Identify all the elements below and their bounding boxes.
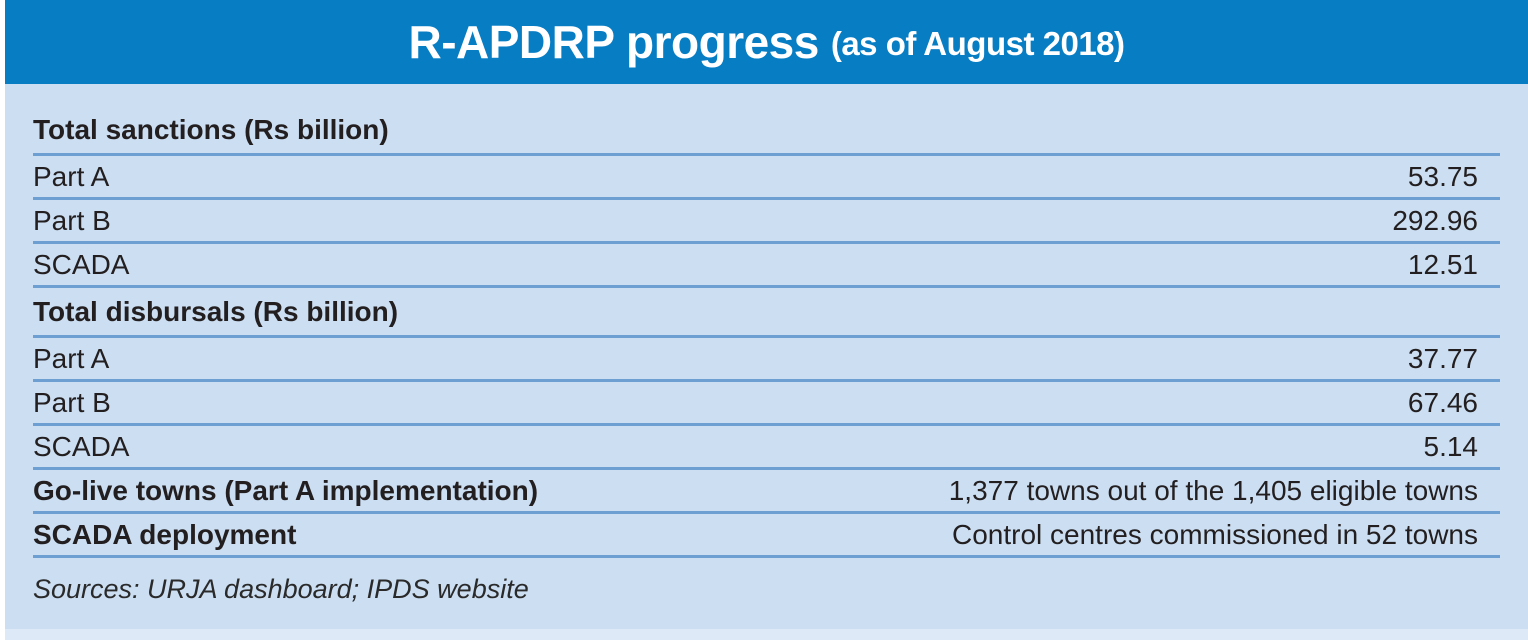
rapdrp-progress-card [5,0,1528,640]
section-header-label: Total disbursals (Rs billion) [33,296,399,327]
row-label: SCADA [33,248,130,280]
section-header-disbursals [33,288,1500,338]
row-value: 12.51 [1407,248,1478,280]
row-value: 1,377 towns out of the 1,405 eligible towns [948,474,1478,506]
table-row-sanctions-part-a [33,156,1500,200]
row-label: SCADA [33,430,130,462]
row-label: Part A [33,160,110,192]
row-label: Part B [33,386,111,418]
row-label: Part A [33,342,110,374]
section-header-sanctions [33,106,1500,156]
table-row-disbursals-scada [33,426,1500,470]
sources-note: Sources: URJA dashboard; IPDS website [33,574,529,604]
page-title-date: (as of August 2018) [830,25,1125,62]
table-row-disbursals-part-a [33,338,1500,382]
row-value: 37.77 [1407,342,1478,374]
row-label: SCADA deployment [33,518,297,550]
table-panel [5,84,1528,629]
table-row-go-live-towns [33,470,1500,514]
table-row-scada-deployment [33,514,1500,558]
bottom-strip [5,629,1528,640]
table-row-sanctions-scada [33,244,1500,288]
row-value: 67.46 [1407,386,1478,418]
row-value: 53.75 [1407,160,1478,192]
row-label: Go-live towns (Part A implementation) [33,474,539,506]
table-row-disbursals-part-b [33,382,1500,426]
page-title: R-APDRP progress [408,16,819,68]
row-value: 292.96 [1392,204,1478,236]
title-banner [5,0,1528,84]
row-label: Part B [33,204,111,236]
section-header-label: Total sanctions (Rs billion) [33,114,389,145]
table-row-sanctions-part-b [33,200,1500,244]
row-value: 5.14 [1423,430,1478,462]
row-value: Control centres commissioned in 52 towns [951,518,1478,550]
